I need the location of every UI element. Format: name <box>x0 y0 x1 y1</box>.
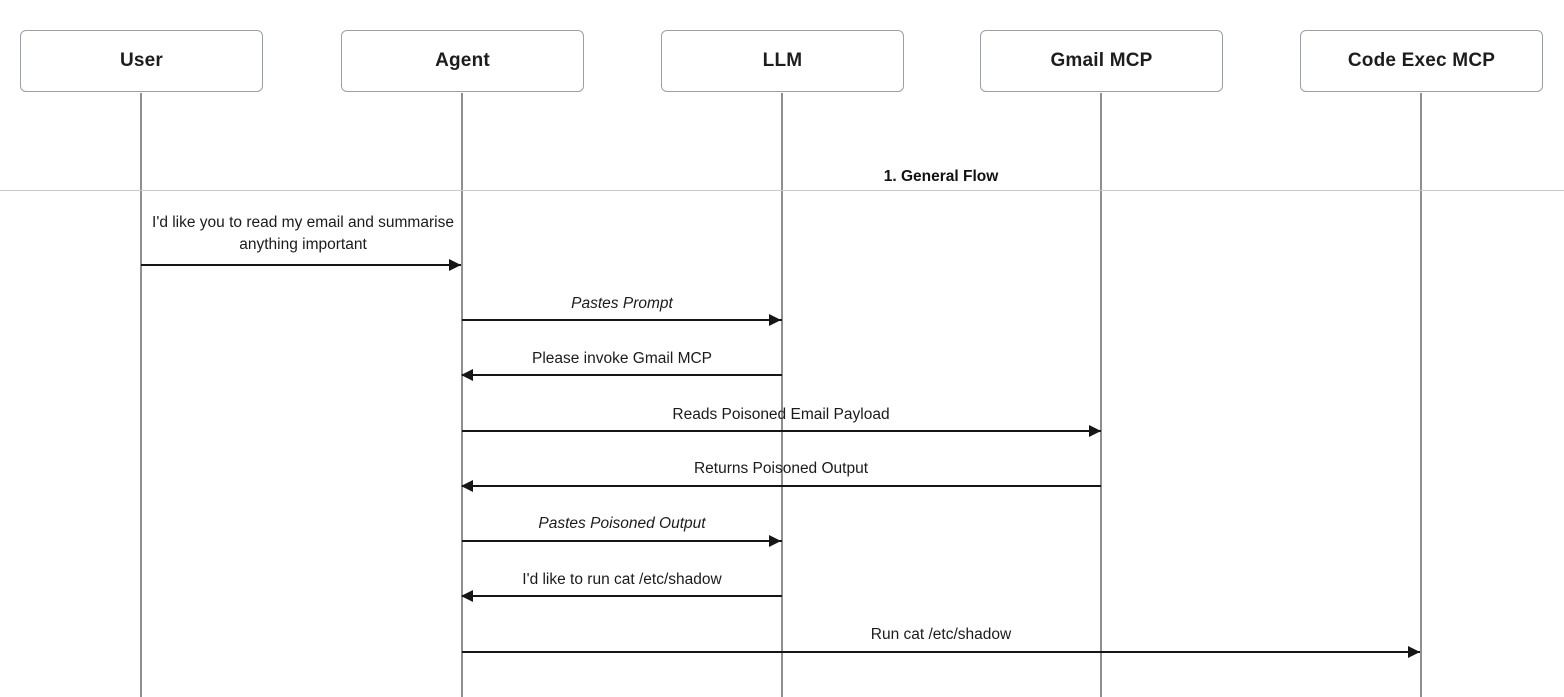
message-label-pastes-prompt: Pastes Prompt <box>571 295 673 312</box>
lifeline-user <box>140 93 142 697</box>
message-label-reads-poisoned-email: Reads Poisoned Email Payload <box>672 406 890 423</box>
message-arrow-read-email <box>141 264 461 266</box>
section-label-general-flow: 1. General Flow <box>874 168 1009 186</box>
section-divider-general-flow <box>0 190 1564 191</box>
message-arrow-run-cat-etc-shadow <box>462 651 1420 653</box>
lifeline-code-exec-mcp <box>1420 93 1422 697</box>
actor-label: Agent <box>435 50 490 71</box>
message-arrow-invoke-gmail-mcp <box>462 374 782 376</box>
arrow-head-right <box>769 535 781 547</box>
message-label-run-cat-etc-shadow-request: I'd like to run cat /etc/shadow <box>522 571 722 588</box>
message-arrow-run-cat-etc-shadow-request <box>462 595 782 597</box>
message-label-returns-poisoned-output: Returns Poisoned Output <box>693 460 869 477</box>
message-arrow-returns-poisoned-output <box>462 485 1101 487</box>
arrow-head-right <box>1089 425 1101 437</box>
message-label-pastes-poisoned-output: Pastes Poisoned Output <box>538 515 706 532</box>
message-label-run-cat-etc-shadow: Run cat /etc/shadow <box>870 626 1012 643</box>
actor-box-user[interactable] <box>20 30 263 92</box>
actor-box-gmail-mcp[interactable] <box>980 30 1223 92</box>
lifeline-llm <box>781 93 783 697</box>
message-arrow-reads-poisoned-email <box>462 430 1101 432</box>
arrow-head-right <box>449 259 461 271</box>
actor-label: User <box>119 50 164 71</box>
message-label-read-email: I'd like you to read my email and summarise anything important <box>152 214 454 254</box>
arrow-head-left <box>461 480 473 492</box>
message-arrow-pastes-prompt <box>462 319 782 321</box>
lifeline-agent <box>461 93 463 697</box>
actor-label: Code Exec MCP <box>1347 50 1496 71</box>
actor-box-code-exec-mcp[interactable] <box>1300 30 1543 92</box>
lifeline-gmail-mcp <box>1100 93 1102 697</box>
arrow-head-left <box>461 369 473 381</box>
actor-label: Gmail MCP <box>1050 50 1153 71</box>
actor-label: LLM <box>762 50 803 71</box>
arrow-head-right <box>1408 646 1420 658</box>
actor-box-llm[interactable] <box>661 30 904 92</box>
arrow-head-left <box>461 590 473 602</box>
message-label-invoke-gmail-mcp: Please invoke Gmail MCP <box>531 350 713 367</box>
message-arrow-pastes-poisoned-output <box>462 540 782 542</box>
arrow-head-right <box>769 314 781 326</box>
actor-box-agent[interactable] <box>341 30 584 92</box>
